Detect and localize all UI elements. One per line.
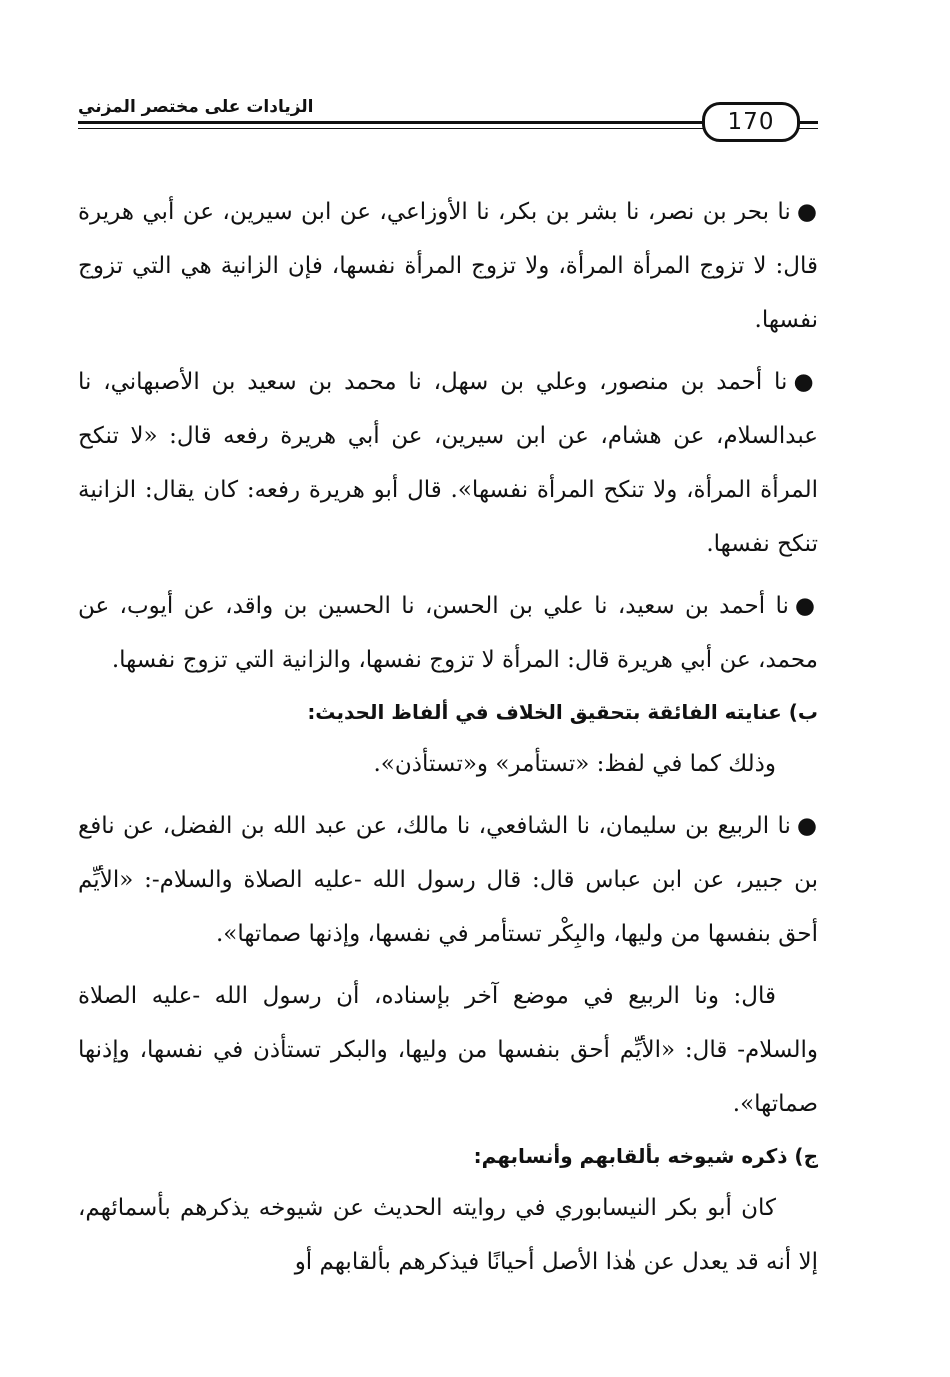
- paragraph-text: نا بحر بن نصر، نا بشر بن بكر، نا الأوزاعي، عن ابن سيرين، عن أبي هريرة قال: لا تزوج المرأة المرأة، ولا تزوج المرأة نفسها، فإن الزانية هي التي تزوج نفسها.: [78, 199, 818, 333]
- bullet-icon: ●: [794, 593, 818, 619]
- hadith-paragraph-2: [78, 355, 818, 571]
- bullet-icon: ●: [796, 813, 818, 839]
- hadith-paragraph-1: [78, 185, 818, 347]
- narration-paragraph: قال: ونا الربيع في موضع آخر بإسناده، أن رسول الله -عليه الصلاة والسلام- قال: «الأيِّم أحق بنفسها من وليها، والبكر تستأذن في نفسها، وإذنها صماتها».: [78, 983, 818, 1117]
- running-title: الزيادات على مختصر المزني: [78, 96, 322, 118]
- bullet-icon: ●: [793, 369, 818, 395]
- page-header: [78, 96, 818, 140]
- closing-paragraph: كان أبو بكر النيسابوري في روايته الحديث عن شيوخه يذكرهم بأسمائهم، إلا أنه قد يعدل عن هٰذا الأصل أحيانًا فيذكرهم بألقابهم أو: [78, 1195, 818, 1275]
- hadith-paragraph-4: [78, 799, 818, 961]
- section-heading-c: ج) ذكره شيوخه بألقابهم وأنسابهم:: [473, 1144, 818, 1168]
- hadith-paragraph-3: [78, 579, 818, 687]
- page-number: 170: [702, 102, 800, 142]
- paragraph-text: نا الربيع بن سليمان، نا الشافعي، نا مالك، عن عبد الله بن الفضل، عن نافع بن جبير، عن ابن عباس قال: قال رسول الله -عليه الصلاة والسلام-: «الأيِّم أحق بنفسها من وليها، والبِكْر تستأمر في نفسها، وإذنها صماتها».: [78, 813, 818, 947]
- page-body: [78, 185, 818, 1297]
- bullet-icon: ●: [796, 199, 818, 225]
- paragraph-text: نا أحمد بن منصور، وعلي بن سهل، نا محمد بن سعيد بن الأصبهاني، نا عبدالسلام، عن هشام، عن ابن سيرين، عن أبي هريرة رفعه قال: «لا تنكح المرأة المرأة، ولا تنكح المرأة نفسها». قال أبو هريرة رفعه: كان يقال: الزانية تنكح نفسها.: [78, 369, 818, 557]
- paragraph-text: نا أحمد بن سعيد، نا علي بن الحسن، نا الحسين بن واقد، عن أيوب، عن محمد، عن أبي هريرة قال: المرأة لا تزوج نفسها، والزانية التي تزوج نفسها.: [78, 593, 818, 673]
- section-intro-b: وذلك كما في لفظ: «تستأمر» و«تستأذن».: [373, 751, 776, 777]
- section-heading-b: ب) عنايته الفائقة بتحقيق الخلاف في ألفاظ الحديث:: [307, 700, 818, 724]
